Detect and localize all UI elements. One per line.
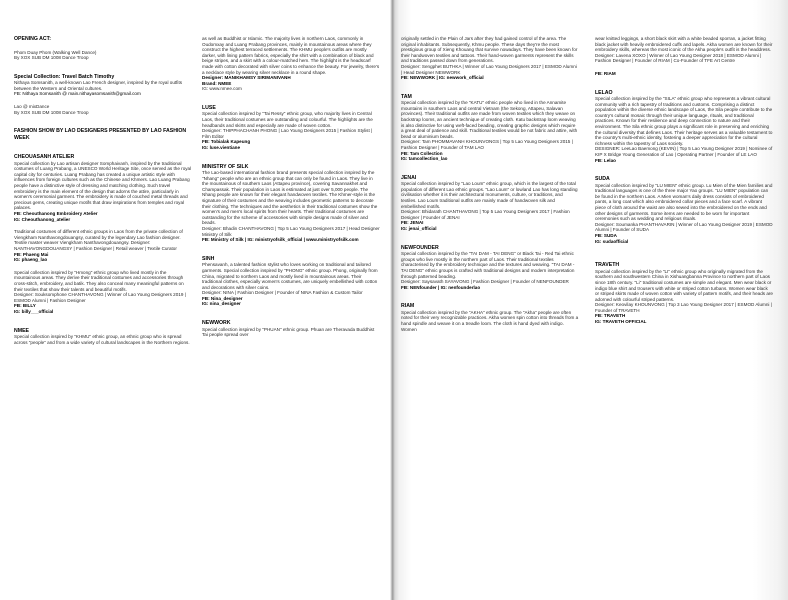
opening-line: Phom Duay Phom (Walking Well Dance) <box>14 49 97 55</box>
designer-heading: NMEE <box>14 327 29 334</box>
designer-fb: FB: JENAI <box>401 220 424 226</box>
designer-credit: Designer: MANIKHAMSY SIRIMANIVANH <box>202 75 291 81</box>
designer-fb: FB: Phaeng Mai <box>14 251 49 257</box>
designer-body: Traditional costumes of different ethnic groups in Laos from the private collection of Viengkham Nanthavongdouangsy, curated by the legendary Lao fashion designer. Textile master weaver Viengkham Nanthavongdouangsy. Designer: NANTHAVONGDOUANGSY | Fashion Designer | Retail weaver | Textile Curator <box>14 229 183 251</box>
designer-heading: LUSE <box>202 104 216 111</box>
designer-credit: Designer: NINA | Fashion Designer | Founder of NINA Fashion & Custom Tailor <box>202 290 363 296</box>
designer-credit: Designer: Lavena XOXO | Winner of Lao Young Designer 2018 | ESMOD Alumni | Fashion Designer | Founder of RIAM | Co-Founder of TFE Art Centre <box>595 52 762 64</box>
right-column-2 <box>595 36 773 325</box>
special-collection-heading: Special Collection: Travel Batch Timothy <box>14 73 115 80</box>
designer-credit: Designer: Sengphet BUTHKA | Winner of Lao Young Designers 2017 | ESMOD Alumni | Head Designer NEWWORK <box>401 63 577 75</box>
designer-heading: TRAVETH <box>595 262 620 269</box>
designer-credit: Designer: THIPPHACHANH PHONG | Lao Young Designers 2015 | Fashion Stylist | Film Editor <box>202 128 373 139</box>
left-page <box>0 0 393 600</box>
opening-act-heading: OPENING ACT: <box>14 36 51 42</box>
designer-heading: JENAI <box>401 174 417 181</box>
designer-fb: FB: Tobialak Kapeung <box>202 139 251 145</box>
designer-fb: FB: NEWWORK | IG: newwork_official <box>401 75 484 81</box>
special-collection-body: Nithaya Somsanith, a well-known Lao French designer, inspired by the royal outfits between the Western and Oriental cultures. <box>14 80 183 91</box>
designer-ig: IG: nina_designer <box>202 301 241 307</box>
designer-fb: FB: TRAVETH <box>595 313 626 319</box>
designer-credit: Designer: Soumanka PHANTHAVARIN | Winner of Lao Young Designer 2019 | ESMOD Alumni | Founder of SUDA <box>595 221 773 233</box>
designer-heading: SINH <box>202 255 215 262</box>
designer-ig: IG: Cheouthanong_atelier <box>14 216 71 222</box>
designer-credit: DESIGNER: LeeLao Baemong (KEVIN) | Top 5 Lao Young Designer 2019 | Nominee of KIP X Bridge Young Generation of Lao | Operating Partner | Founder of LE LAO <box>595 146 773 157</box>
designer-credit: Designer: Tam PHOMMAVANH KHOUNVONGS | Top 5 Lao Young Designers 2015 | Fashion Designer | Founder of TAM LAO <box>401 139 573 150</box>
designer-credit: Designer: Bhadin CHANTHAVONG | Top 5 Lao Young Designers 2017 | Head Designer Ministry of Silk <box>202 226 380 237</box>
designer-body: Special collection inspired by the "TAI DAM - TAI DENG" or Black Tai - Red Tai ethnic groups who live mostly in the northern part of Laos. Their traditional textiles characterised by the embroidery technique and the textures and weaving. "TAI DAM - TAI DENG" ethnic groups is crafted with traditional designs and modern interpretation through patterned beading. <box>401 251 575 279</box>
designer-body: Special collection inspired by "KHMU" ethnic group, an ethnic group who is spread across "people" and from a wide variety of cultural landscapes in the Northern regions. <box>14 334 190 345</box>
designer-fb: FB: Nina_designer <box>202 295 243 301</box>
designer-credit: Designer: Bhidarath CHANTHAVONG | Top 5 Lao Young Designers 2017 | Fashion Designer | Founder of JENAI <box>401 209 570 220</box>
designer-ig: IG: luse.vientiane <box>202 145 241 150</box>
designer-ig: IG: billy___official <box>14 308 54 314</box>
designer-body: originally settled in the Plain of Jars after they had gained control of the area. The original inhabitants. Subsequently, Khmu people. These days they're the most prestigious group of Xieng Khouang that survive nowadays. They have been known for their handwoven textiles and tattoos. Their hand-woven garments represent the skills and traditions passed down from generations. <box>401 36 578 64</box>
right-page <box>393 0 788 600</box>
designer-body: The Lao-based international fashion brand presents special collection inspired by the "Nhang" people who are an ethnic group that can only be found in Laos. They live in the mountainous of southern Laos (Attapeu province), covering Savannakhet and Champassak. Their population in Laos is estimated at just over 5,000 people. The Nhang people are known for their elegant handwoven textiles. The Khmer-style is the signature of their costumes and the weaving includes geometric patterns to decorate their clothing. The techniques and the aesthetics in their traditional costumes show the women's and men's local spirits from their hearts. Their traditional costumes are outstanding for the scheme of accessories with simple designs made of silver and beads. <box>202 170 378 226</box>
left-column-2 <box>202 36 380 338</box>
designer-heading: TAM <box>401 93 412 100</box>
designer-heading: MINISTRY OF SILK <box>202 163 249 170</box>
designer-body: Special collection inspired by "Tai Ressy" ethnic group, who majority lives in Central Laos, their traditional costumes are outstanding and colourful. The highlights are the headbands and skirts and especially are made of woven cotton. <box>202 111 373 128</box>
designer-fb: FB: Cheouthanong Embroidery Atelier <box>14 211 98 216</box>
designer-fb: FB: Lelao <box>595 157 616 163</box>
designer-ig: IG: sudaofficial <box>595 238 629 244</box>
designer-body: Special collection inspired by "LU MIEN" ethnic group. Lu Mien of the Mien families and traditional languages is one of the three major Yao groups. "LU MIEN" population can be found in the northern Laos. A Mien woman's daily dress consists of embroidered pants, a long coat which also embroidered collar pieces and a face scarf. A vibrant piece of cloth around the waist are also sewed into the embroidered on the ends and other designs of garments. Some items are needed to be worn for important ceremonies such as wedding and religious rituals. <box>595 182 773 222</box>
designer-fb: FB: NENfounder | IG: nenfounderlao <box>401 284 481 290</box>
designer-body: Special collection inspired by "PHUAN" ethnic group. Phuan are Theravada Buddhist Tai people spread over <box>202 326 375 338</box>
designer-body: Special collection inspired by the "LI" ethnic group who originally migrated from the southern and southwestern China in Xishuangbanna Province to northern part of Laos since 18th century. "Li" traditional costumes are simple and elegant. Men wear black or indigo blue shirt and trousers with white or striped cotton turbans. Women wear black or striped skirts made of woven cotton with variety of pattern motifs, and their heads are adorned with colourful striped patterns. <box>595 268 773 302</box>
designer-body: as well as Buddhist or Islamic. The majority lives in northern Laos, commonly in Oudomxay and Luang Prabang provinces, mainly in mountainous areas where they construct the highest terraced settlements. The KHMU people's outfits are mostly darker, with lining pattern fabrics, especially the shirt with a combination of black and beige stripes, and a skirt with a colour-matched hem. The highlight is the headscarf made with cotton decorated with silver coins to enhance the beauty. For jewelry, there's a necklace style by wearing silver necklace in a round shape. <box>202 36 380 75</box>
designer-heading: SUDA <box>595 176 610 183</box>
designer-heading: RIAM <box>401 303 415 310</box>
designer-ig: IG: jenai_official <box>401 226 437 232</box>
designer-body: Special collection inspired by the "SILA" ethnic group who represents a vibrant cultural community with a rich tapestry of traditions and customs. Comprising a distinct population within the diverse ethnic landscape of Laos, the Sila people contribute to the country's cultural mosaic through their unique language, rituals, and traditional practices. Known for their resilience and deep connection to nature and their environment. The Sila ethnic group plays a significant role in preserving and enriching the cultural diversity that defines Laos. Their heritage serves as a valuable testament to the country's multi-ethnic identity, fostering a deeper appreciation for the cultural richness within the tapestry of Laos society. <box>595 96 773 146</box>
designer-body: Special collection inspired by the "AKHA" ethnic group. The "Akha" people are often noted for their very recognizable practices. Akha women spin cotton into threads from a hand spindle and weave it on a treadle loom. The cloth is hand dyed with indigo. Women <box>401 309 579 332</box>
designer-body: wear knitted leggings, a short black skirt with a white beaded sporran, a jacket fitting black jacket with heavily embroidered cuffs and lapels. Akha women are known for their embroidery skills, whereas the most iconic of the Akha people's outfit is the headdress. <box>595 36 773 53</box>
designer-body: Special collection by Lao artisan designer Somphaivanh, inspired by the traditional costumes of Luang Prabang, a UNESCO World Heritage Site, once served as the royal capital city for centuries. Luang Prabang has created a unique artistic style with influences from foreign cultures such as the Chinese and Khmers. Lao Luang Prabang people have a distinctive style of dressing and matching clothing. Such travel embroidery is the main element of the design that adorns the attire, particularly in women's ceremonial garment. The embroidery is made of couched metal threads and precious gems, creating unique motifs that draw inspirations from temples and royal palaces. <box>14 160 192 211</box>
designer-body: Special collection inspired by the "KATU" ethnic people who lived in the Annamite mountains in southern Laos and central Vietnam (the Sekong, Attapeu, Salavan provinces). Their traditional outfits are made from woven textiles which they weave on backstrap looms, an ancient technique of creating cloth. Katu backstrap loom weaving is also distinctive for using weft-faced beading, creating graphic designs which require a great deal of patience and skill. Traditional textiles would be not fabric and attire, with bead or aluminium beads. <box>401 100 578 139</box>
designer-fb: FB: SUDA <box>595 233 617 239</box>
designer-brand: Brand: NMEE <box>202 80 232 86</box>
designer-credit: Designer: Souksomphone CHANTHAVONG | Winner of Lao Young Designers 2019 | ESMOD Alumni | Fashion Designer <box>14 292 186 303</box>
special-collection-fb: FB: Nithaya Somsanith @ main.nithayasomsanith@gmail.com <box>14 91 141 97</box>
designer-web: IG: www.nmee.com <box>202 86 242 92</box>
designer-fb: FB: BILLY <box>14 303 36 309</box>
designer-fb: FB: RIAM <box>595 70 616 76</box>
book-spine <box>390 0 395 600</box>
left-column-1 <box>14 36 192 345</box>
designer-ig: IG: TRAVETH OFFICIAL <box>595 319 647 325</box>
right-column-1 <box>401 36 579 332</box>
designer-credit: Designer: Keovilay KHOUNVONG | Top 3 Lao Young Designer 2017 | ESMOD Alumni | Founder of TRAVETH <box>595 302 772 313</box>
fashion-show-heading: FASHION SHOW BY LAO DESIGNERS PRESENTED BY LAO FASHION WEEK <box>14 128 187 141</box>
designer-fb: FB: Tam Collection <box>401 150 443 156</box>
designer-body: Special collection inspired by "Hmong" ethnic group who lived mostly in the mountainous areas. They derive their traditional costumes and accessories through cross-stitch, embroidery, and batik. They also conceal many meaningful patterns on their textiles that show their talents and beautiful motifs. <box>14 269 184 292</box>
designer-heading: CHEOUASANH ATELIER <box>14 154 75 161</box>
designer-heading: NEWFOUNDER <box>401 244 439 251</box>
designer-heading: LELAO <box>595 89 613 96</box>
designer-credit: Designer: Saysavath SAYAVONG | Fashion Designer | Founder of NENFOUNDER <box>401 279 569 285</box>
designer-ig: IG: tamcollection_lao <box>401 156 448 162</box>
designer-heading: NEWWORK <box>202 320 231 327</box>
designer-body: Special collection inspired by "Lao Loum" ethnic group, which is the largest of the total population of different Lao ethnic groups. "Lao Loum" or lowland Lao has long standing civilisation whether it is their architectural monuments, culture, or traditions, and textiles. Lao Loum traditional outfits are mainly made of handwoven silk and embellished motifs. <box>401 181 578 209</box>
dance-line: By XOX SUB DM 1008 Dance Troop <box>14 109 89 115</box>
opening-line: By XOX SUB DM 1008 Dance Troop <box>14 55 89 61</box>
designer-ig: IG: phaeng_lao <box>14 257 48 263</box>
dance-line: Lao @ mixDance <box>14 103 50 109</box>
designer-fb: FB: Ministry of Silk | IG: ministryofsilk_official | www.ministryofsilk.com <box>202 237 359 243</box>
designer-body: Phensavanh, a talented fashion stylist who loves working on traditional and tailored garments. Special collection inspired by "PHONG" ethnic group. Phong, originally from China, migrated to northern Laos and mostly lived in mountainous areas. Their traditional clothes, especially women's costumes, are uniquely embellished with cotton and decorations with silver coins. <box>202 262 378 290</box>
